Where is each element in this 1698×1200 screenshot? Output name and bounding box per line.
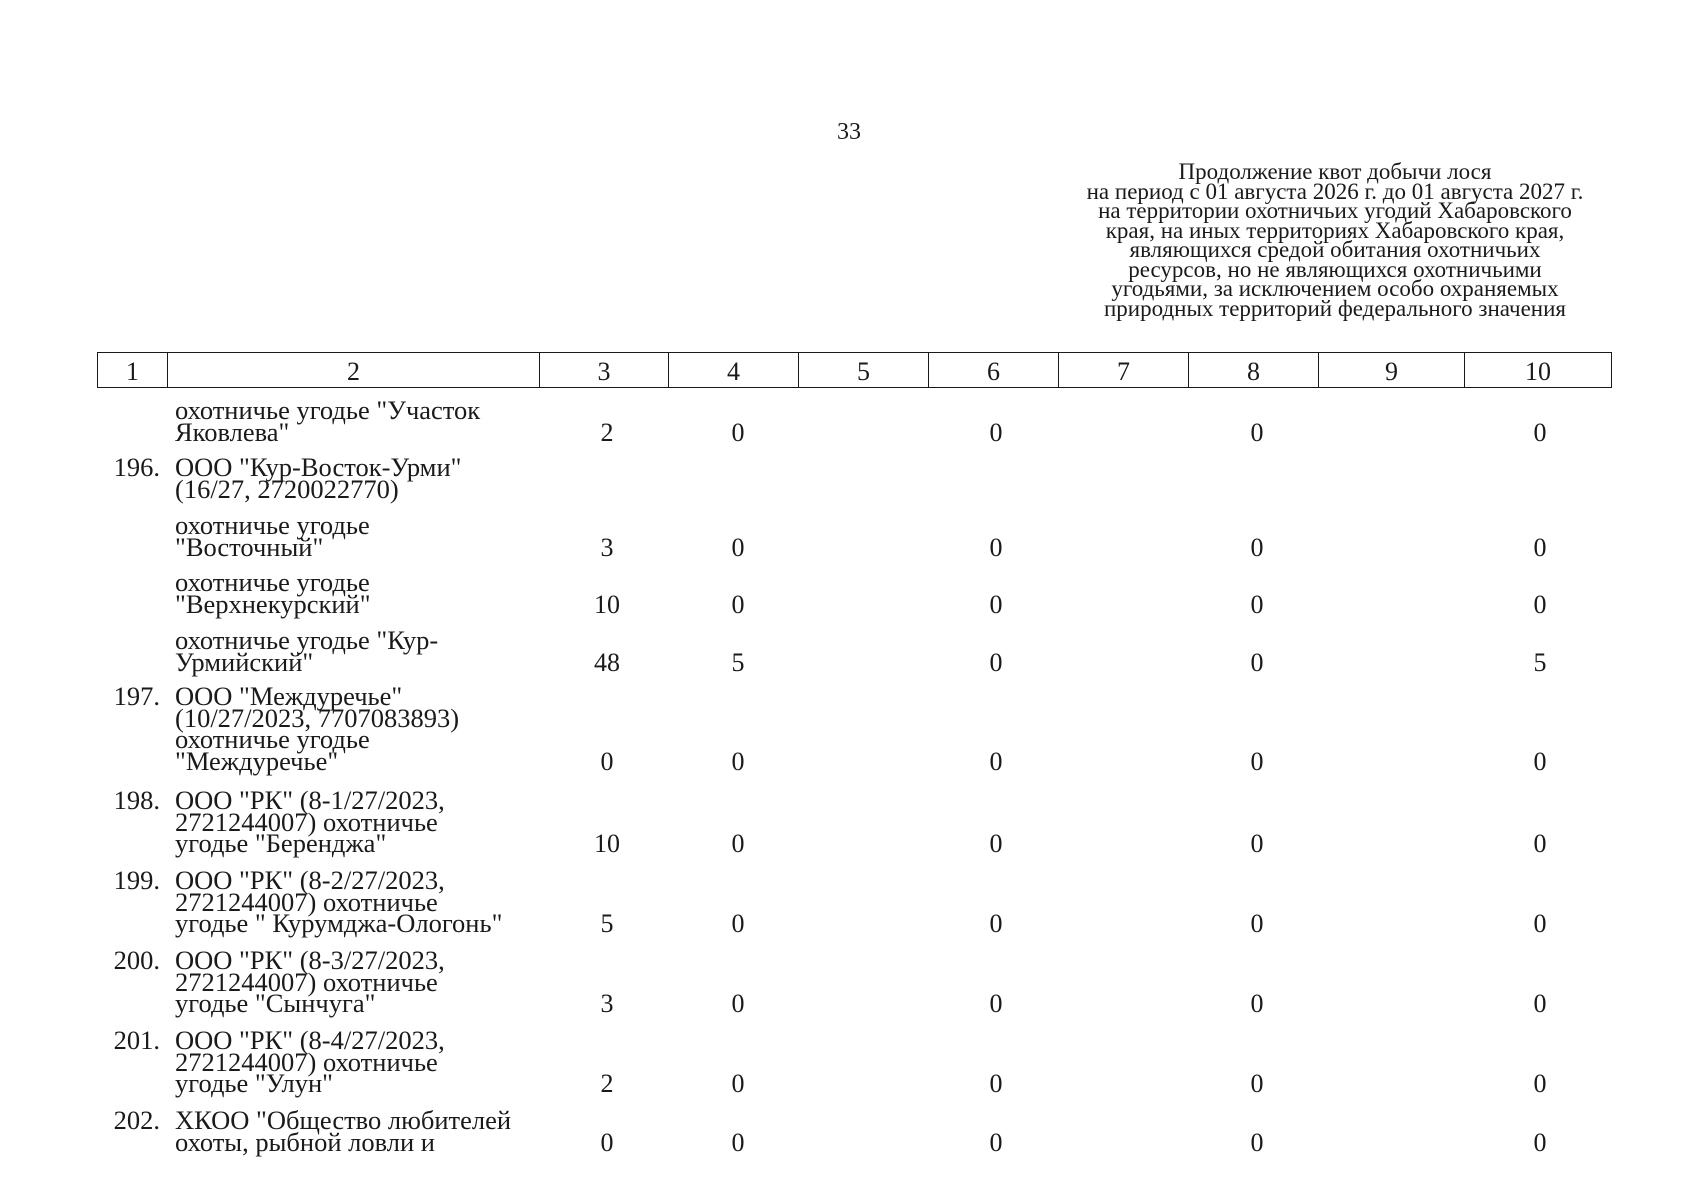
row-value: 0 <box>1533 532 1547 562</box>
row-value: 0 <box>989 829 1003 858</box>
row-description-line: угодье " Курумджа-Ологонь" <box>175 908 503 938</box>
row-value: 0 <box>1533 589 1547 619</box>
header-cell: 10 <box>1465 353 1612 388</box>
row-description-line: Яковлева" <box>175 416 290 447</box>
row-value: 0 <box>1250 1069 1264 1098</box>
caption-line: на период с 01 августа 2026 г. до 01 августа 2027 г. <box>1086 178 1584 204</box>
header-cell: 2 <box>168 353 540 388</box>
row-number: 197. <box>113 681 160 711</box>
row-description-line: "Восточный" <box>175 531 324 562</box>
row-description-line: угодье "Беренджа" <box>175 828 387 858</box>
row-description-line: ООО "РК" (8-2/27/2023, <box>175 865 445 895</box>
row-value: 0 <box>1533 746 1547 776</box>
header-cell: 8 <box>1189 353 1319 388</box>
row-value: 0 <box>989 589 1003 619</box>
caption-line: края, на иных территориях Хабаровского края, <box>1105 217 1565 243</box>
header-cell: 3 <box>540 353 669 388</box>
row-value: 0 <box>989 417 1003 447</box>
row-value: 0 <box>989 647 1003 677</box>
row-description-line: ООО "РК" (8-1/27/2023, <box>175 785 445 815</box>
row-value: 0 <box>731 746 745 776</box>
header-cell: 7 <box>1059 353 1189 388</box>
row-number: 199. <box>113 865 160 895</box>
row-value: 0 <box>989 1127 1003 1157</box>
row-value: 0 <box>989 746 1003 776</box>
row-value: 3 <box>600 989 614 1018</box>
row-description-line: ООО "РК" (8-4/27/2023, <box>175 1025 445 1055</box>
row-value: 0 <box>989 909 1003 938</box>
row-description-line: угодье "Сынчуга" <box>175 988 376 1018</box>
row-value: 0 <box>1533 989 1547 1018</box>
row-description-line: охоты, рыбной ловли и <box>175 1126 435 1157</box>
row-number: 200. <box>113 945 160 975</box>
row-number: 196. <box>113 452 160 482</box>
row-description-line: охотничье угодье <box>175 724 370 754</box>
row-number: 202. <box>113 1105 160 1135</box>
row-number: 201. <box>113 1025 160 1055</box>
row-value: 0 <box>1250 909 1264 938</box>
row-description-line: охотничье угодье "Кур- <box>175 625 439 655</box>
row-value: 5 <box>600 909 614 938</box>
row-value: 0 <box>731 909 745 938</box>
row-description-line: "Верхнекурский" <box>175 588 371 619</box>
row-value: 0 <box>600 1127 614 1157</box>
caption-line: природных территорий федерального значения <box>1103 295 1567 321</box>
row-value: 0 <box>1250 989 1264 1018</box>
page-number: 33 <box>837 119 861 145</box>
table-caption <box>1040 159 1630 321</box>
row-value: 5 <box>1533 647 1547 677</box>
row-value: 0 <box>1533 1069 1547 1098</box>
row-value: 0 <box>1250 647 1264 677</box>
row-description-line: "Междуречье" <box>175 745 339 776</box>
row-value: 5 <box>731 647 745 677</box>
row-value: 0 <box>1250 746 1264 776</box>
row-value: 10 <box>594 589 620 619</box>
row-value: 0 <box>731 1127 745 1157</box>
row-description-line: (10/27/2023, 7707083893) <box>175 702 460 733</box>
row-value: 2 <box>600 417 614 447</box>
row-value: 0 <box>731 1069 745 1098</box>
row-description-line: ХКОО "Общество любителей <box>175 1105 512 1135</box>
row-description-line: ООО "РК" (8-3/27/2023, <box>175 945 445 975</box>
row-value: 0 <box>1250 417 1264 447</box>
row-value: 48 <box>594 647 620 677</box>
row-value: 0 <box>989 1069 1003 1098</box>
row-value: 0 <box>1250 589 1264 619</box>
caption-line: ресурсов, но не являющихся охотничьими <box>1128 256 1542 282</box>
row-description-line: ООО "Кур-Восток-Урми" <box>175 452 462 482</box>
row-value: 0 <box>731 989 745 1018</box>
row-description-line: 2721244007) охотничье <box>175 806 438 837</box>
caption-line: Продолжение квот добычи лося <box>1178 159 1492 184</box>
header-cell: 9 <box>1319 353 1465 388</box>
caption-line: являющихся средой обитания охотничьих <box>1129 237 1541 262</box>
row-value: 0 <box>989 989 1003 1018</box>
row-description-line: ООО "Междуречье" <box>175 681 403 711</box>
row-description-line: охотничье угодье "Участок <box>175 395 481 425</box>
row-value: 0 <box>1250 1127 1264 1157</box>
caption-line: на территории охотничьих угодий Хабаровского <box>1098 198 1572 223</box>
row-value: 0 <box>731 589 745 619</box>
row-description-line: угодье "Улун" <box>175 1068 333 1098</box>
row-value: 2 <box>600 1069 614 1098</box>
row-description-line: охотничье угодье <box>175 567 370 597</box>
header-cell: 6 <box>929 353 1059 388</box>
row-value: 0 <box>1533 829 1547 858</box>
column-number-header <box>97 352 1612 388</box>
header-cell: 5 <box>799 353 929 388</box>
row-description-line: 2721244007) охотничье <box>175 886 438 917</box>
row-value: 0 <box>989 532 1003 562</box>
row-description-line: Урмийский" <box>175 646 314 677</box>
row-description-line: 2721244007) охотничье <box>175 1046 438 1077</box>
row-description-line: (16/27, 2720022770) <box>175 473 399 504</box>
header-cell: 4 <box>669 353 799 388</box>
row-value: 0 <box>731 829 745 858</box>
row-value: 0 <box>731 417 745 447</box>
row-value: 0 <box>600 746 614 776</box>
row-value: 10 <box>594 829 620 858</box>
row-value: 0 <box>1533 909 1547 938</box>
row-value: 0 <box>1250 532 1264 562</box>
header-cell: 1 <box>98 353 168 388</box>
row-description-line: 2721244007) охотничье <box>175 966 438 997</box>
row-value: 0 <box>1533 1127 1547 1157</box>
row-description-line: охотничье угодье <box>175 510 370 540</box>
row-number: 198. <box>113 785 160 815</box>
row-value: 0 <box>731 532 745 562</box>
caption-line: угодьями, за исключением особо охраняемых <box>1111 276 1559 301</box>
row-value: 3 <box>600 532 614 562</box>
row-value: 0 <box>1250 829 1264 858</box>
row-value: 0 <box>1533 417 1547 447</box>
